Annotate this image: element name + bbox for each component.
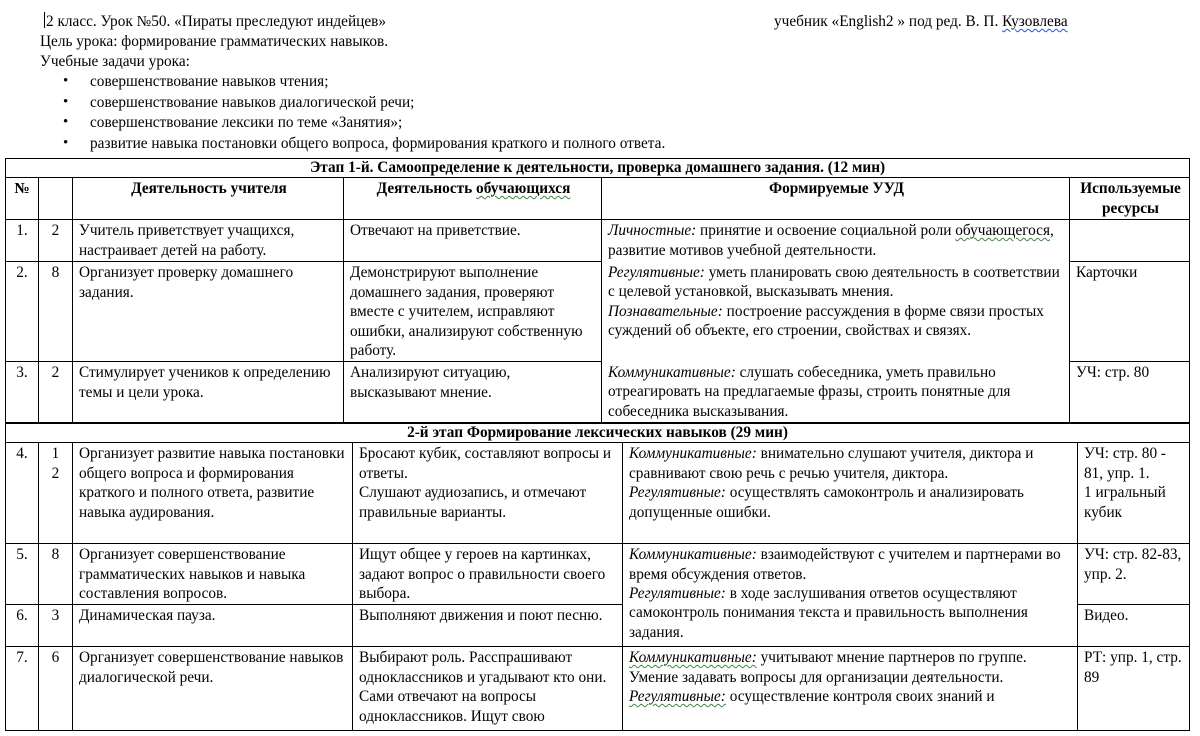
uud-cell: Регулятивные: в ходе заслушивания ответов осуществляют самоконтроль понимания текста и правильность выполнения задания. [623, 605, 1078, 647]
lesson-plan-table-stage2 [5, 423, 1190, 731]
stage1-row [6, 159, 1190, 178]
col-students: Деятельность обучающихся [344, 178, 602, 220]
uud-cell: Коммуникативные: внимательно слушают учителя, диктора и сравнивают свою речь с речью учителя, диктора. Регулятивные: осуществлять самоконтроль и анализировать допущенные ошибки. [623, 443, 1078, 544]
table-row: 1. 2 Учитель приветствует учащихся, настраивает детей на работу. Отвечают на приветствие. Личностные: принятие и освоение социальной роли обучающегося, развитие мотивов учебной деятельности. [6, 220, 1190, 262]
tasks-title: Учебные задачи урока: [40, 53, 190, 70]
uud-cell: Личностные: принятие и освоение социальной роли обучающегося, развитие мотивов учебной деятельности. [602, 220, 1070, 262]
table-row: 3. 2 Стимулирует учеников к определению темы и цели урока. Анализируют ситуацию, высказывают мнение. Коммуникативные: слушать собеседника, уметь правильно отреагировать на предлагаемые фразы, строить понятные для собеседника высказывания. УЧ: стр. 80 [6, 362, 1190, 423]
list-item: • совершенствование лексики по теме «Занятия»; [60, 113, 665, 134]
stage2-row [6, 424, 1190, 443]
table-row: 7. 6 Организует совершенствование навыков диалогической речи. Выбирают роль. Расспрашивают одноклассников и угадывают кто они. Сами отвечают на вопросы одноклассников. Ищут свою Коммуникативные: учитывают мнение партнеров по группе. Умение задавать вопросы для организации деятельности. Регулятивные: осуществление контроля своих знаний и РТ: упр. 1, стр. 89 [6, 647, 1190, 731]
stage1-title: Этап 1-й. Самоопределение к деятельности, проверка домашнего задания. (12 мин) [6, 159, 1190, 178]
list-item: • развитие навыка постановки общего вопроса, формирования краткого и полного ответа. [60, 134, 665, 155]
lesson-plan-table-stage1 [5, 158, 1190, 423]
list-item: • совершенствование навыков чтения; [60, 72, 665, 93]
list-item: • совершенствование навыков диалогической речи; [60, 93, 665, 114]
col-uud: Формируемые УУД [602, 178, 1070, 220]
col-min [39, 178, 73, 220]
uud-cell: Коммуникативные: учитывают мнение партнеров по группе. Умение задавать вопросы для организации деятельности. Регулятивные: осуществление контроля своих знаний и [623, 647, 1078, 731]
table-row: 4. 1 2 Организует развитие навыка постановки общего вопроса и формирования краткого и полного ответа, развитие навыка аудирования. Бросают кубик, составляют вопросы и ответы. Слушают аудиозапись, и отмечают правильные варианты. Коммуникативные: внимательно слушают учителя, диктора и сравнивают свою речь с речью учителя, диктора. Регулятивные: осуществлять самоконтроль и анализировать допущенные ошибки. УЧ: стр. 80 - 81, упр. 1. 1 игральный кубик [6, 443, 1190, 544]
textbook-reference: учебник «English2 » под ред. В. П. Кузовлева [774, 13, 1068, 30]
tasks-list [60, 72, 665, 154]
text-cursor [44, 12, 45, 28]
table-row: 2. 8 Организует проверку домашнего задания. Демонстрируют выполнение домашнего задания, проверяют вместе с учителем, исправляют ошибки, анализируют собственную работу. Регулятивные: уметь планировать свою деятельность в соответствии с целевой установкой, высказывать мнения. Познавательные: построение рассуждения в форме связи простых суждений об объекте, его строении, свойствах и связях. Карточки [6, 262, 1190, 362]
table-header-row [6, 178, 1190, 220]
col-resources: Используемые ресурсы [1070, 178, 1190, 220]
uud-cell: Регулятивные: уметь планировать свою деятельность в соответствии с целевой установкой, высказывать мнения. Познавательные: построение рассуждения в форме связи простых суждений об объекте, его строении, свойствах и связях. [602, 262, 1070, 362]
uud-cell: Коммуникативные: слушать собеседника, уметь правильно отреагировать на предлагаемые фразы, строить понятные для собеседника высказывания. [602, 362, 1070, 423]
col-teacher: Деятельность учителя [73, 178, 344, 220]
table-row: 6. 3 Динамическая пауза. Выполняют движения и поют песню. Регулятивные: в ходе заслушивания ответов осуществляют самоконтроль понимания текста и правильность выполнения задания. Видео. [6, 605, 1190, 647]
col-num: № [6, 178, 39, 220]
lesson-title: 2 класс. Урок №50. «Пираты преследуют индейцев» [46, 13, 387, 30]
lesson-goal: Цель урока: формирование грамматических навыков. [40, 33, 389, 50]
stage2-title: 2-й этап Формирование лексических навыков (29 мин) [6, 424, 1190, 443]
uud-cell: Коммуникативные: взаимодействуют с учителем и партнерами во время обсуждения ответов. [623, 544, 1078, 605]
table-row: 5. 8 Организует совершенствование грамматических навыков и навыка составления вопросов. Ищут общее у героев на картинках, задают вопрос о правильности своего выбора. Коммуникативные: взаимодействуют с учителем и партнерами во время обсуждения ответов. УЧ: стр. 82-83, упр. 2. [6, 544, 1190, 605]
